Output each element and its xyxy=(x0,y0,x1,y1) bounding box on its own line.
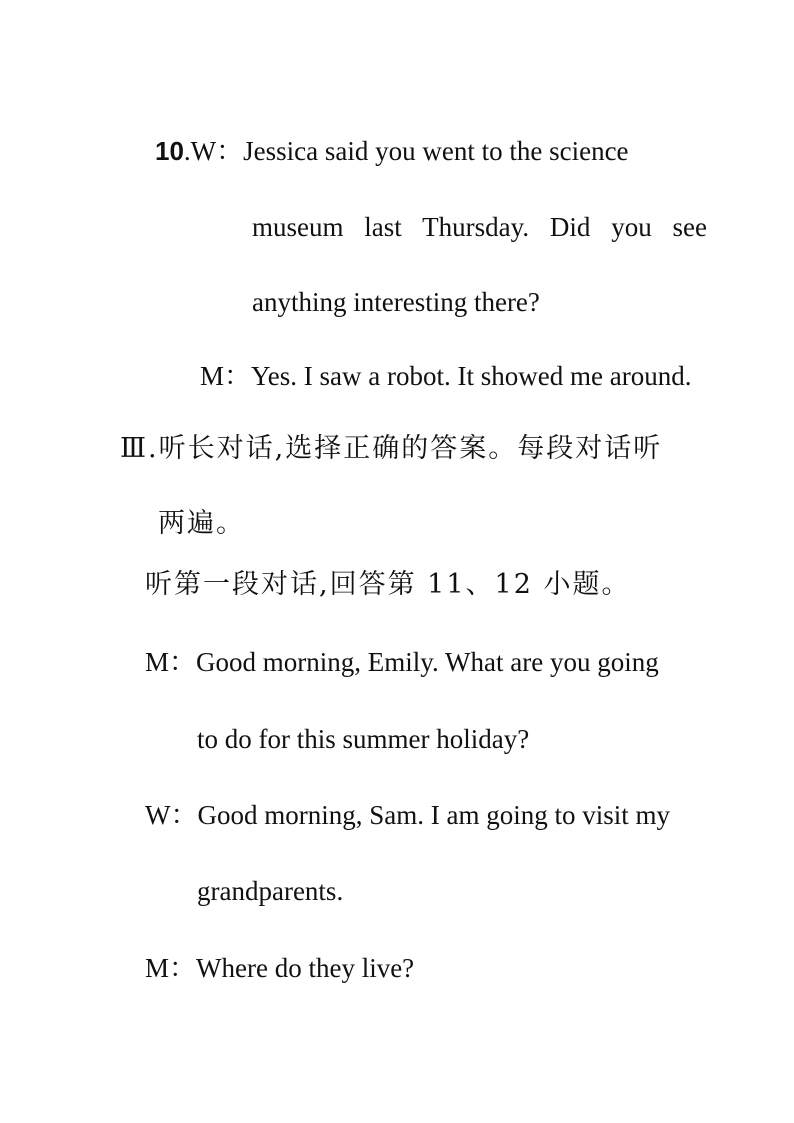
dialogue-text: Yes. I saw a robot. It showed me around. xyxy=(251,361,692,391)
dialogue-text: museum last Thursday. Did you see xyxy=(252,212,707,242)
dialogue-line-2 xyxy=(145,802,670,829)
dialogue-text: grandparents. xyxy=(197,876,344,906)
question-10-m-line-1 xyxy=(200,363,691,390)
sub-instruction: 听第一段对话,回答第 11、12 小题。 xyxy=(145,569,631,600)
question-number-dot: . xyxy=(183,136,191,166)
dialogue-text: to do for this summer holiday? xyxy=(197,724,530,754)
dialogue-line-3 xyxy=(145,955,414,982)
speaker-m: M： xyxy=(200,361,252,391)
dialogue-text: Good morning, Sam. I am going to visit my xyxy=(197,800,670,830)
speaker-w: W： xyxy=(190,136,244,166)
dialogue-text: Good morning, Emily. What are you going xyxy=(196,647,659,677)
dialogue-line-2-continued xyxy=(197,878,343,905)
section-3-heading-line-1 xyxy=(120,435,662,462)
question-10-w-line-2 xyxy=(252,214,707,241)
section-heading-continued: 两遍。 xyxy=(158,508,245,539)
speaker-w: W： xyxy=(145,800,198,830)
section-heading: Ⅲ.听长对话,选择正确的答案。每段对话听 xyxy=(120,433,663,464)
dialogue-text: anything interesting there? xyxy=(252,287,540,317)
speaker-m: M： xyxy=(145,953,197,983)
dialogue-text: Where do they live? xyxy=(196,953,415,983)
dialogue-line-1-continued xyxy=(197,726,529,753)
question-10-w-line-1 xyxy=(155,138,629,165)
section-3-heading-line-2 xyxy=(158,510,245,537)
speaker-m: M： xyxy=(145,647,197,677)
section-3-sub-instruction xyxy=(145,571,630,598)
question-number: 10 xyxy=(155,136,184,166)
dialogue-text: Jessica said you went to the science xyxy=(243,136,629,166)
dialogue-line-1 xyxy=(145,649,659,676)
question-10-w-line-3 xyxy=(252,289,540,316)
